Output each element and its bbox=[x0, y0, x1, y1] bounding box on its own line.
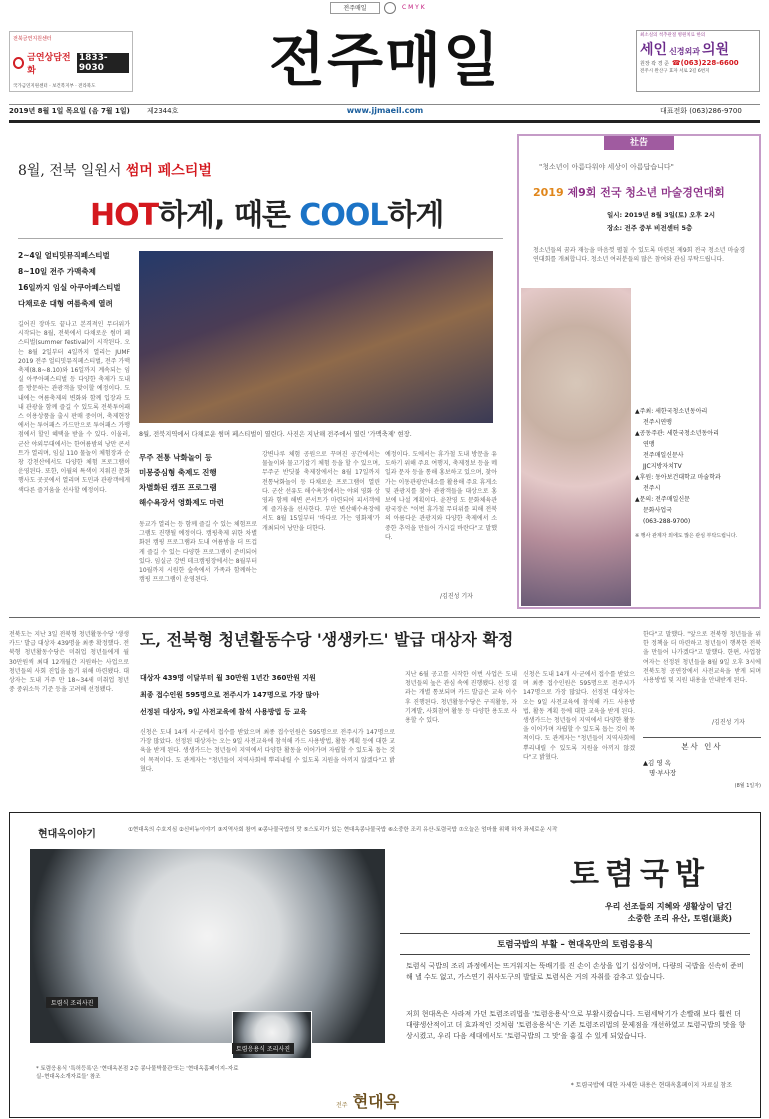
ad-clinic-top: 최소실의 척추관절 병원치료 한의 bbox=[640, 33, 706, 38]
color-marks: C M Y K bbox=[402, 4, 425, 11]
ad-clinic-addr: 전주시 완산구 효자 서로 2길 6번지 bbox=[640, 69, 710, 74]
ad-cap2: 토렴응용식 조리사진 bbox=[232, 1043, 294, 1054]
staff-item-2: 명·부사장 bbox=[649, 769, 677, 777]
staff-item-1: ▲김 영 옥 bbox=[643, 759, 671, 767]
lead-sub-2: 8~10일 전주 가맥축제 bbox=[18, 267, 96, 276]
staff-title: 본사 인사 bbox=[681, 742, 723, 751]
mid-sub-2: 미몽중심형 축제도 진행 bbox=[139, 468, 217, 477]
editorial-credits bbox=[635, 406, 759, 540]
editorial-where: 장소: 전주 중부 비전센터 5층 bbox=[607, 224, 693, 232]
credit-1: ▲주최: 세한국청소년동아리 bbox=[635, 408, 708, 415]
ad-clinic-name: 세인 bbox=[640, 42, 668, 58]
credit-4: 연맹 bbox=[643, 441, 655, 448]
lead-body-col3: 강변나루 체험 공원으로 꾸며진 공간에서는 물놀이와 물고기잡기 체험 등을 할 수 있으며, 무주군 반딧불 축제장에서는 8월 17일까지 전통낙화놀이 등 다채로운 프로그램이 열린다. 군산 선유도 해수욕장에서는 야외 영화 상영과 함께 해변 콘서트가 마련되어 피서객에게 즐거움을 선사한다. 부안 변산해수욕장에서도 8월 15일부터 '바다로 가는 영화제'가 개최되어 낭만을 더한다. bbox=[262, 451, 380, 532]
story2-body-a: 신청은 도내 14개 시·군에서 접수를 받았으며 최종 접수인원은 595명으로 전주시가 147명으로 가장 많았다. 선정된 대상자는 오는 9일 사전교육에 참석해 카드 사용방법, 활동 계획 등에 대한 교육을 받게 된다. 생생카드는 청년들이 지역에서 다양한 활동을 이어가며 자립할 수 있도록 돕는 것이 목적이다. 도 관계자는 "청년들이 지역사회에 뿌리내릴 수 있도록 지원을 아끼지 않겠다"고 밝혔다. bbox=[140, 729, 395, 773]
ad-smoking-cessation bbox=[9, 31, 133, 92]
ad-sub1: 우리 선조들의 지혜와 생활상이 담긴 bbox=[604, 902, 732, 911]
credit-2: 전주시연맹 bbox=[643, 419, 672, 426]
ad-org: 전북금연지원센터 bbox=[13, 36, 52, 42]
ad-sub2: 소중한 조리 유산, 토렴(退炎) bbox=[627, 914, 732, 923]
story2-sub-1: 대상자 439명 이달부터 월 30만원 1년간 360만원 지원 bbox=[140, 674, 316, 682]
lead-sub-1: 2~4일 얼티밋뮤직페스티벌 bbox=[18, 251, 110, 260]
credit-5: 전주매일신문사 bbox=[643, 452, 684, 459]
lead-byline: /김진성 기자 bbox=[440, 593, 473, 600]
story2-body-c: 신청은 도내 14개 시·군에서 접수를 받았으며 최종 접수인원은 595명으로 전주시가 147명으로 가장 많았다. 선정된 대상자는 오는 9일 사전교육에 참석해 카드 사용방법, 활동 계획 등에 대한 교육을 받게 된다. 생생카드는 청년들이 지역에서 다양한 활동을 이어가며 자립할 수 있도록 돕는 것이 목적이다. 도 관계자는 "청년들이 지역사회에 뿌리내릴 수 있도록 지원을 아끼지 않겠다"고 밝혔다. bbox=[523, 671, 635, 761]
credit-11: (063-288-9700) bbox=[643, 518, 691, 525]
lead-kicker-pre: 8월, 전북 일원서 bbox=[18, 163, 126, 179]
dateline-date: 2019년 8월 1일 목요일 (음 7월 1일) bbox=[9, 107, 130, 115]
ad-photo-large bbox=[30, 849, 385, 1043]
story2-title: 도, 전북형 청년활동수당 '생생카드' 발급 대상자 확정 bbox=[140, 630, 514, 649]
ad-hyundaeok bbox=[9, 812, 761, 1118]
staff-notice bbox=[643, 737, 761, 793]
editorial-photo bbox=[521, 288, 631, 606]
no-smoking-icon bbox=[13, 57, 24, 69]
credit-10: 문화사업국 bbox=[643, 507, 672, 514]
ad-cap1: 토렴식 조리사진 bbox=[46, 997, 98, 1008]
registration-mark bbox=[384, 2, 396, 14]
lead-photo-caption: 8월, 전북지역에서 다채로운 썸머 페스티벌이 열린다. 사진은 지난해 전주에서 열린 '가맥축제' 현장. bbox=[139, 431, 412, 438]
lead-body-col2: 동교가 열리는 등 함께 즐길 수 있는 체험프로그램도 진행될 예정이다. 캠핑축제 위한 차별화된 캠핑 프로그램과 도내 여름밤을 더 뜨겁게 즐길 수 있는 다양한 프로그램이 준비되어 있다. 임실군 강변 데크캠핑장에서는 8월부터 10월까지 시원한 숲속에서 가족과 함께하는 캠핑 프로그램이 운영된다. bbox=[139, 521, 257, 584]
headline-end: 하게 bbox=[387, 198, 444, 233]
masthead-title: 전주매일 bbox=[268, 26, 502, 94]
editorial-quote: "청소년이 아름다워야 세상이 아름답습니다" bbox=[539, 163, 674, 171]
ad-note: * 토렴국밥에 대한 자세한 내용은 현대옥홈페이지 자료실 참조 bbox=[570, 1082, 732, 1089]
dateline-rule-top bbox=[9, 104, 760, 105]
section-rule-1 bbox=[9, 617, 760, 618]
story2-right-col: 한다"고 말했다. "앞으로 전북형 청년들을 위한 정책을 더 마련하고 청년들이 행복한 전북을 만들어 나가겠다"고 말했다. 한편, 사업참여자는 선정된 청년들을 8월 9일 오후 3시에 전북도청 공연장에서 사전교육을 받게 되며 사용방법 및 지원 내용을 안내받게 된다. bbox=[643, 631, 761, 685]
headline-mid: 하게, 때론 bbox=[158, 198, 300, 233]
story2-subheads bbox=[140, 670, 400, 721]
dateline-rule-bottom bbox=[9, 120, 760, 123]
lead-photo bbox=[139, 251, 493, 423]
ad-logo-pre: 전주 bbox=[336, 1102, 348, 1109]
plate-label: 전주매일 bbox=[330, 2, 380, 14]
ad-brand: 현대옥이야기 bbox=[38, 829, 96, 840]
masthead-url[interactable]: www.jjmaeil.com bbox=[346, 106, 424, 115]
lead-sub-4: 다채로운 대형 여름축제 열려 bbox=[18, 299, 113, 308]
headline-hot: HOT bbox=[90, 198, 159, 233]
ad-logo bbox=[336, 1089, 399, 1112]
story2-byline: /김진성 기자 bbox=[712, 719, 745, 726]
ad-clinic-phone: ☎(063)228-6600 bbox=[671, 59, 739, 67]
editorial-note: ※ 행사 관계자 외에도 많은 관심 부탁드립니다. bbox=[635, 533, 738, 539]
credit-8: 전주시 bbox=[643, 485, 661, 492]
lead-body-col1: 길어진 장마도 끝나고 본격적인 무더위가 시작되는 8월, 전북에서 다채로운 썸머 페스티벌(summer festival)이 시작된다. 오는 8월 2일부터 4일까지 열리는 JUMF 2019 전주 얼티밋뮤직페스티벌, 전주 가맥축제(8.8~8.10)와 16일까지 계속되는 임실 아쿠아페스티벌 등 다양한 축제가 도내를 방문하는 관광객을 맞이할 예정이다. 도내에는 여름축제의 변화와 함께 입장과 도내 관광을 함께 즐길 수 있도록 전북투어패스 이용상품을 출시 판매 중이며, 축제현장에서는 투어패스 카드만으로 투어패스 가맹점에서 할인 혜택을 받을 수 있다. 이울러, 군산 야외무대에서는 한여름밤의 낭만 콘서트가 열리며, 임실 110 물놀이 체험장과 순창 강천산에서도 다양한 체험 프로그램이 운영된다. 또한, 이월의 특색이 지워진 문화 행사도 곳곳에서 열리며 도민과 관광객에게 색다른 즐거움을 선사할 예정이다. bbox=[18, 321, 130, 494]
lead-kicker bbox=[18, 160, 212, 180]
lead-headline bbox=[90, 190, 443, 234]
lead-body-col4: 예정이다. 도에서는 휴가철 도내 방문을 유도하기 위해 주요 여행지, 축제정보 등을 메일과 문자 등을 통해 홍보하고 있으며, 찾아가는 이동관광안내소를 활용해 주요 휴게소 및 관광지를 찾아 관광객들을 대상으로 홍보에 나설 계획이다. 윤찬영 도 문화체육관광국장은 "이번 휴가철 무더위를 피해 전북의 아름다운 관광지와 다양한 축제에서 소중한 추억을 만들어 가시길 바란다"고 말했다. bbox=[385, 451, 497, 541]
headline-cool: COOL bbox=[299, 198, 388, 233]
ad-para1: 토렴식 국밥의 조리 과정에서는 뜨거워지는 뚝배기를 진 손이 손상을 입기 십상이며, 다량의 국밥을 신속히 준비해 낼 수도 없고, 가스연기 취사도구의 발달로 토렴식은 거의 자취를 감추고 있습니다. bbox=[406, 962, 744, 981]
ad-foot: * 토렴응용식 '특허등록'은 '현대옥본점 2층 콩나물박물관'또는 '현대옥홈페이지–자료실–현대옥소개자료들' 참조 bbox=[36, 1066, 239, 1080]
story2-body-b: 지난 6월 공고를 시작한 이번 사업은 도내 청년들의 높은 관심 속에 진행됐다. 선정 결과는 개별 통보되며 카드 발급은 교육 이수 후 진행된다. 청년활동수당은 구직활동, 자기계발, 사회참여 활동 등 다양한 용도로 사용할 수 있다. bbox=[405, 671, 517, 725]
story2-sub-2: 최종 접수인원 595명으로 전주시가 147명으로 가장 많아 bbox=[140, 691, 320, 699]
mid-sub-4: 해수욕장서 영화제도 마련 bbox=[139, 498, 224, 507]
editorial-box bbox=[517, 134, 761, 609]
ad-clinic-name2: 신경외과 bbox=[669, 47, 700, 56]
editorial-when: 일시: 2019년 8월 3일(토) 오후 2시 bbox=[607, 211, 716, 219]
dateline-phone: 대표전화 (063)286-9700 bbox=[660, 107, 742, 115]
lead-sub-3: 16일까지 임실 아쿠아페스티벌 bbox=[18, 283, 121, 292]
story2-left-col: 전북도는 지난 3일 전북형 청년활동수당 '생생카드' 발급 대상자 439명을 최종 확정했다. 전북형 청년활동수당은 미취업 청년들에게 월 30만원씩 최대 12개월간 지원하는 사업으로 청년들의 사회 진입을 돕기 위해 마련됐다. 대상자는 도내 거주 만 18~34세 미취업 청년 중 중위소득 기준 등을 고려해 선정됐다. bbox=[9, 631, 129, 694]
ad-phone: 1833-9030 bbox=[77, 53, 129, 73]
ad-title: 금연상담전화 bbox=[27, 53, 71, 76]
editorial-body: 청소년들의 꿈과 재능을 마음껏 펼칠 수 있도록 마련된 제9회 전국 청소년 마술경연대회를 개최합니다. 청소년 여러분들의 많은 참여와 관심 부탁드립니다. bbox=[533, 247, 745, 264]
mid-sub-1: 무주 전통 낙화놀이 등 bbox=[139, 453, 213, 462]
credit-6: JJC지방자치TV bbox=[643, 463, 682, 470]
editorial-header: 社告 bbox=[604, 136, 674, 150]
credit-3: ▲공동주관: 세한국청소년동아리 bbox=[635, 430, 719, 437]
ad-clinic-head: 원장 곽 경 준 bbox=[640, 61, 669, 67]
editorial-year: 2019 bbox=[533, 186, 564, 199]
lead-mid-subheads bbox=[139, 450, 257, 510]
story2-sub-3: 선정된 대상자, 9일 사전교육에 참석 사용방법 등 교육 bbox=[140, 708, 307, 716]
editorial-title-rest: 제9회 전국 청소년 마술경연대회 bbox=[563, 186, 725, 199]
ad-headline: 토렴국밥의 부활 – 현대옥만의 토렴응용식 bbox=[400, 933, 750, 955]
credit-7: ▲후원: 동아보건대학교 마술학과 bbox=[635, 474, 721, 481]
staff-date: (8월 1일자) bbox=[734, 783, 761, 789]
ad-clinic bbox=[636, 30, 760, 92]
editorial-title bbox=[533, 184, 759, 200]
lead-subheads bbox=[18, 248, 133, 312]
ad-title: 토렴국밥 bbox=[570, 857, 710, 892]
lead-kicker-em: 썸머 페스티벌 bbox=[125, 163, 212, 179]
ad-clinic-name3: 의원 bbox=[701, 42, 730, 58]
credit-9: ▲문의: 전주매일신문 bbox=[635, 496, 690, 503]
ad-logo-name: 현대옥 bbox=[352, 1092, 400, 1111]
ad-tabs: ①현대옥의 수호지심 ②신비뉴이야기 ③지역사회 참여 ④콩나물국밥의 맛 ⑤스토리가 있는 현대옥콩나물국밥 ⑥소중한 조리 유산-토렴국밥 ⑦오늘은 엄마를 위해 하자 좌세로운 시작 bbox=[128, 827, 558, 833]
mid-sub-3: 차별화된 캠프 프로그램 bbox=[139, 483, 217, 492]
lead-headline-rule bbox=[18, 238, 503, 239]
ad-line: 국가금연지원센터 · 보건복지부 · 전라북도 bbox=[13, 84, 96, 89]
ad-para2: 저희 현대옥은 사라져 가던 토렴조리법을 '토렴응용식'으로 부활시켰습니다. 드럼세탁기가 손빨래 보다 훨씬 더 대량생산적이고 더 효과적인 것처럼 '토렴응용식'은 기존 토렴조리법의 문제점을 개선하였고 토렴국밥의 맛을 향상시켰고, 우리 다음 세대에서도 '토렴국밥의 그 맛'을 흉질 수 있게 되었습니다. bbox=[406, 1010, 746, 1040]
dateline-issue: 제2344호 bbox=[147, 107, 179, 115]
